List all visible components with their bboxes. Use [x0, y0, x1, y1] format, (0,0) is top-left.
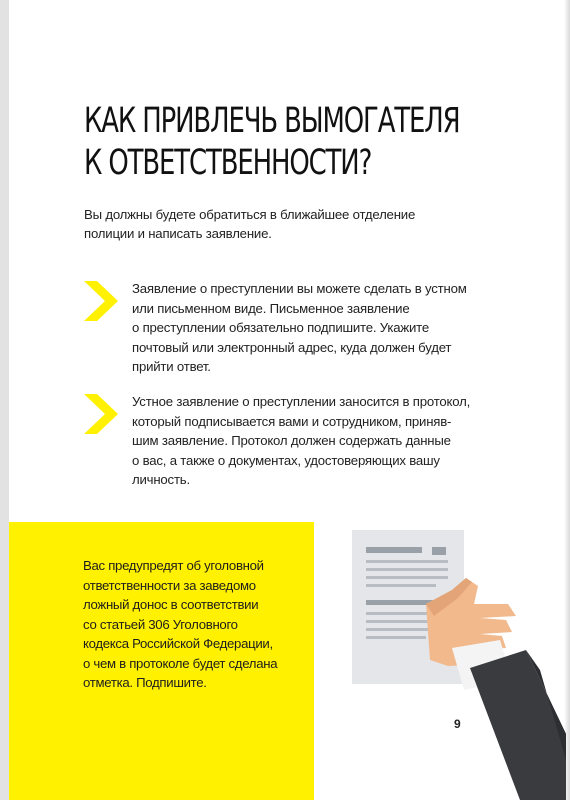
list-item-line: Заявление о преступлении вы можете сделать в устном [132, 281, 467, 296]
list-item-line: шим заявление. Протокол должен содержать данные [132, 433, 451, 448]
warning-callout-text [83, 556, 303, 693]
page-title-line-1: КАК ПРИВЛЕЧЬ ВЫМОГАТЕЛЯ [84, 101, 460, 141]
list-item-line: который подписывается вами и сотрудником, приняв- [132, 413, 452, 429]
list-item-line: личность. [132, 472, 190, 487]
intro-paragraph [84, 205, 444, 243]
hand-holding-document-icon [330, 520, 566, 800]
page-title [84, 100, 460, 184]
chevron-right-icon [84, 281, 118, 321]
list-item-line: о преступлении обязательно подпишите. Укажите [132, 320, 429, 335]
list-item-text [132, 279, 482, 377]
callout-line: со статьей 306 Уголовного [83, 616, 238, 632]
list-item-line: Устное заявление о преступлении заносится в протокол, [132, 394, 471, 409]
callout-line: Вас предупредят об уголовной [83, 558, 264, 573]
intro-line: Вы должны будете обратиться в ближайшее отделение [84, 207, 416, 222]
list-item-line: почтовый или электронный адрес, куда должен будет [132, 339, 452, 355]
jacket-sleeve [470, 650, 566, 800]
callout-line: ответственности за заведомо [83, 577, 256, 593]
page-title-line-2: К ОТВЕТСТВЕННОСТИ? [84, 143, 372, 183]
callout-line: о чем в протоколе будет сделана [83, 655, 278, 671]
chevron-right-icon [84, 394, 118, 434]
page-number: 9 [454, 717, 461, 731]
intro-line: полиции и написать заявление. [84, 226, 272, 241]
list-item [84, 279, 484, 379]
callout-line: кодекса Российской Федерации, [83, 636, 273, 651]
list-item [84, 392, 484, 492]
warning-callout [9, 522, 314, 800]
list-item-line: или письменном виде. Письменное заявление [132, 300, 410, 316]
list-item-line: прийти ответ. [132, 359, 211, 374]
list-item-text [132, 392, 482, 490]
callout-line: отметка. Подпишите. [83, 675, 207, 690]
callout-line: ложный донос в соответствии [83, 597, 259, 612]
page-left-border [0, 0, 9, 800]
list-item-line: о вас, а также о документах, удостоверяющих вашу [132, 452, 440, 468]
